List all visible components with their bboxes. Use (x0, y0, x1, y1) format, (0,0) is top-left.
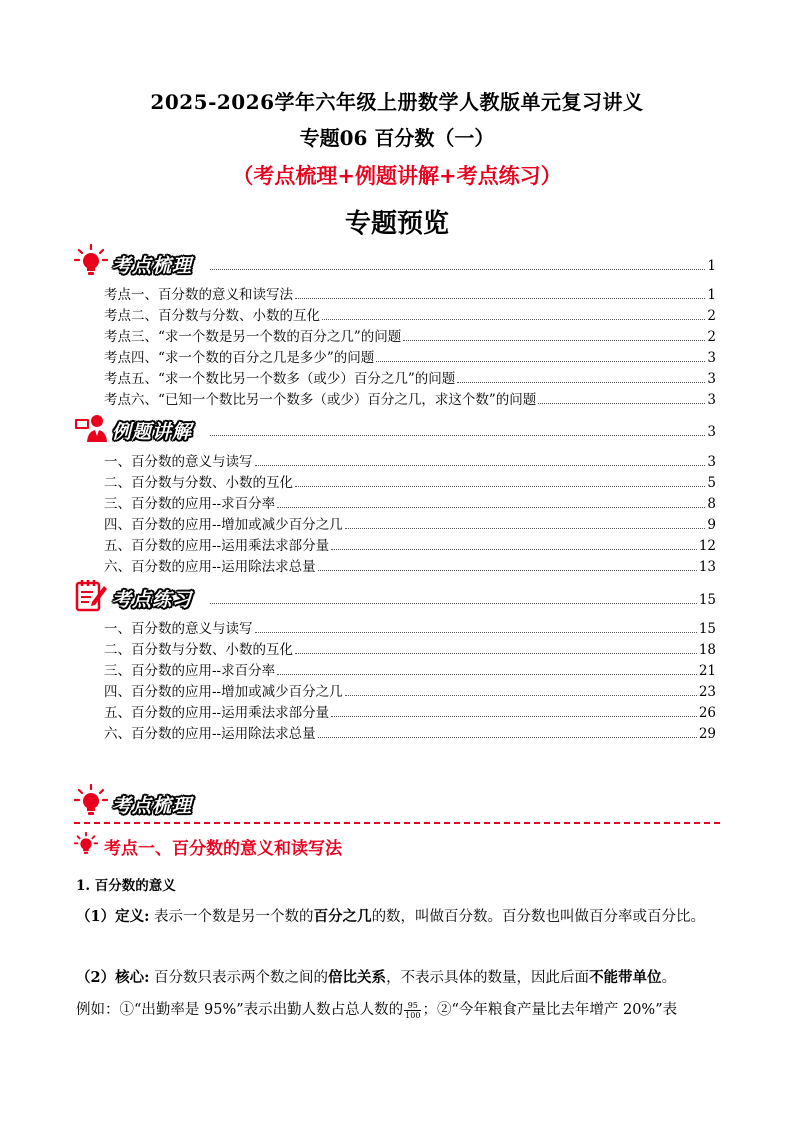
fraction-numerator: 95 (404, 1001, 421, 1011)
toc-item-label: 三、百分数的应用--求百分率 (104, 496, 276, 512)
fraction-denominator: 100 (405, 1010, 421, 1020)
toc-page-number: 12 (698, 538, 716, 554)
toc-item-label: 一、百分数的意义与读写 (104, 454, 253, 470)
toc-item[interactable] (104, 473, 716, 491)
toc-dot-leader (345, 528, 706, 529)
toc-item-label: 考点三、“求一个数是另一个数的百分之几”的问题 (104, 329, 402, 345)
preview-heading: 专题预览 (344, 209, 449, 239)
toc-section-title: 例题讲解 (112, 421, 193, 443)
toc-page-number: 3 (707, 371, 716, 387)
definition-label: （1）定义: (76, 908, 150, 925)
toc-item-label: 六、百分数的应用--运用除法求总量 (104, 559, 316, 575)
toc-item[interactable] (104, 285, 716, 303)
core-label: （2）核心: (76, 969, 150, 986)
toc-page-number: 3 (707, 424, 716, 440)
toc-dot-leader (331, 549, 697, 550)
toc-page-number: 3 (707, 350, 716, 366)
toc-item[interactable] (104, 390, 716, 408)
core-text-a: 百分数只表示两个数之间的 (149, 970, 329, 986)
toc-dot-leader (345, 695, 697, 696)
toc-dot-leader (538, 403, 705, 404)
toc-dot-leader (277, 507, 705, 508)
document-title: 2025-2026学年六年级上册数学人教版单元复习讲义 (150, 90, 644, 114)
toc-item[interactable] (104, 557, 716, 575)
toc-dot-leader (318, 737, 697, 738)
toc-item[interactable] (104, 369, 716, 387)
lightbulb-icon (74, 784, 108, 818)
toc-dot-leader (318, 570, 697, 571)
toc-page-number: 18 (698, 642, 716, 658)
toc-dot-leader (403, 340, 705, 341)
toc-page-number: 15 (698, 592, 716, 608)
kp1-heading (74, 832, 342, 860)
toc-section-lianxi-entry[interactable] (210, 590, 716, 608)
toc-item[interactable] (104, 703, 716, 721)
lightbulb-icon (74, 244, 108, 278)
toc-section-title: 考点梳理 (112, 255, 193, 277)
toc-page-number: 15 (698, 621, 716, 637)
toc-item[interactable] (104, 619, 716, 637)
toc-page-number: 8 (707, 496, 716, 512)
toc-section-kaodian-header (74, 244, 192, 278)
toc-page-number: 23 (698, 684, 716, 700)
toc-dot-leader (322, 319, 705, 320)
toc-dot-leader (277, 674, 697, 675)
core-paragraph (76, 964, 724, 992)
example-text-a: 例如：①“出勤率是 95%”表示出勤人数占总人数的 (76, 1002, 404, 1018)
toc-page-number: 2 (707, 329, 716, 345)
notepad-icon (74, 578, 108, 612)
toc-section-title: 考点练习 (112, 589, 193, 611)
core-emphasis-1: 倍比关系 (328, 969, 387, 986)
toc-item[interactable] (104, 724, 716, 742)
definition-text-a: 表示一个数是另一个数的 (149, 909, 314, 925)
toc-page-number: 1 (707, 287, 716, 303)
kp1-title: 考点一、百分数的意义和读写法 (104, 838, 342, 859)
toc-page-number: 13 (698, 559, 716, 575)
toc-item-label: 三、百分数的应用--求百分率 (104, 663, 276, 679)
toc-page-number: 1 (707, 258, 716, 274)
core-emphasis-2: 不能带单位 (589, 969, 662, 986)
toc-item-label: 考点五、“求一个数比另一个数多（或少）百分之几”的问题 (104, 371, 456, 387)
body-section-header (74, 784, 192, 818)
toc-item-label: 四、百分数的应用--增加或减少百分之几 (104, 517, 343, 533)
toc-page-number: 29 (698, 726, 716, 742)
core-text-e: 。 (661, 970, 677, 986)
toc-dot-leader (295, 298, 705, 299)
document-subtitle: 专题06 百分数（一） (299, 126, 495, 150)
section-divider (74, 822, 720, 824)
definition-paragraph (76, 903, 724, 931)
toc-item-label: 六、百分数的应用--运用除法求总量 (104, 726, 316, 742)
toc-item-label: 四、百分数的应用--增加或减少百分之几 (104, 684, 343, 700)
toc-item[interactable] (104, 640, 716, 658)
toc-dot-leader (255, 632, 697, 633)
toc-item[interactable] (104, 494, 716, 512)
definition-emphasis: 百分之几 (313, 908, 372, 925)
small-lightbulb-icon (74, 832, 98, 860)
document-tagline: （考点梳理+例题讲解+考点练习） (232, 163, 562, 188)
toc-page-number: 21 (698, 663, 716, 679)
toc-dot-leader (255, 465, 706, 466)
toc-page-number: 5 (707, 475, 716, 491)
toc-dot-leader (210, 603, 697, 604)
example-text-b: ；②“今年粮食产量比去年增产 20%”表 (422, 1002, 678, 1018)
toc-dot-leader (376, 361, 705, 362)
toc-item[interactable] (104, 306, 716, 324)
toc-dot-leader (295, 486, 705, 487)
toc-page-number: 2 (707, 308, 716, 324)
toc-section-kaodian-entry[interactable] (210, 256, 716, 274)
fraction (404, 1001, 421, 1020)
toc-item[interactable] (104, 682, 716, 700)
toc-item[interactable] (104, 515, 716, 533)
toc-item-label: 五、百分数的应用--运用乘法求部分量 (104, 705, 330, 721)
toc-item-label: 二、百分数与分数、小数的互化 (104, 642, 293, 658)
toc-dot-leader (210, 269, 705, 270)
toc-item-label: 五、百分数的应用--运用乘法求部分量 (104, 538, 330, 554)
teacher-icon (74, 410, 108, 444)
toc-page-number: 3 (707, 392, 716, 408)
toc-item-label: 二、百分数与分数、小数的互化 (104, 475, 293, 491)
toc-dot-leader (295, 653, 697, 654)
toc-item-label: 考点四、“求一个数的百分之几是多少”的问题 (104, 350, 375, 366)
toc-section-lianxi-header (74, 578, 192, 612)
toc-dot-leader (457, 382, 705, 383)
example-paragraph (76, 996, 724, 1024)
toc-item[interactable] (104, 348, 716, 366)
toc-item[interactable] (104, 661, 716, 679)
core-text-c: ，不表示具体的数量，因此后面 (386, 970, 590, 986)
body-section-title: 考点梳理 (112, 795, 193, 817)
toc-section-liti-header (74, 410, 192, 444)
toc-item-label: 一、百分数的意义与读写 (104, 621, 253, 637)
definition-text-c: 的数，叫做百分数。百分数也叫做百分率或百分比。 (371, 909, 706, 925)
toc-item[interactable] (104, 536, 716, 554)
toc-item-label: 考点一、百分数的意义和读写法 (104, 287, 293, 303)
toc-item-label: 考点六、“已知一个数比另一个数多（或少）百分之几，求这个数”的问题 (104, 392, 537, 408)
toc-dot-leader (331, 716, 697, 717)
toc-item[interactable] (104, 452, 716, 470)
toc-page-number: 3 (707, 454, 716, 470)
toc-item[interactable] (104, 327, 716, 345)
toc-page-number: 9 (707, 517, 716, 533)
toc-dot-leader (210, 435, 705, 436)
paragraph-heading: 1. 百分数的意义 (76, 878, 176, 894)
toc-item-label: 考点二、百分数与分数、小数的互化 (104, 308, 320, 324)
toc-section-liti-entry[interactable] (210, 422, 716, 440)
toc-page-number: 26 (698, 705, 716, 721)
